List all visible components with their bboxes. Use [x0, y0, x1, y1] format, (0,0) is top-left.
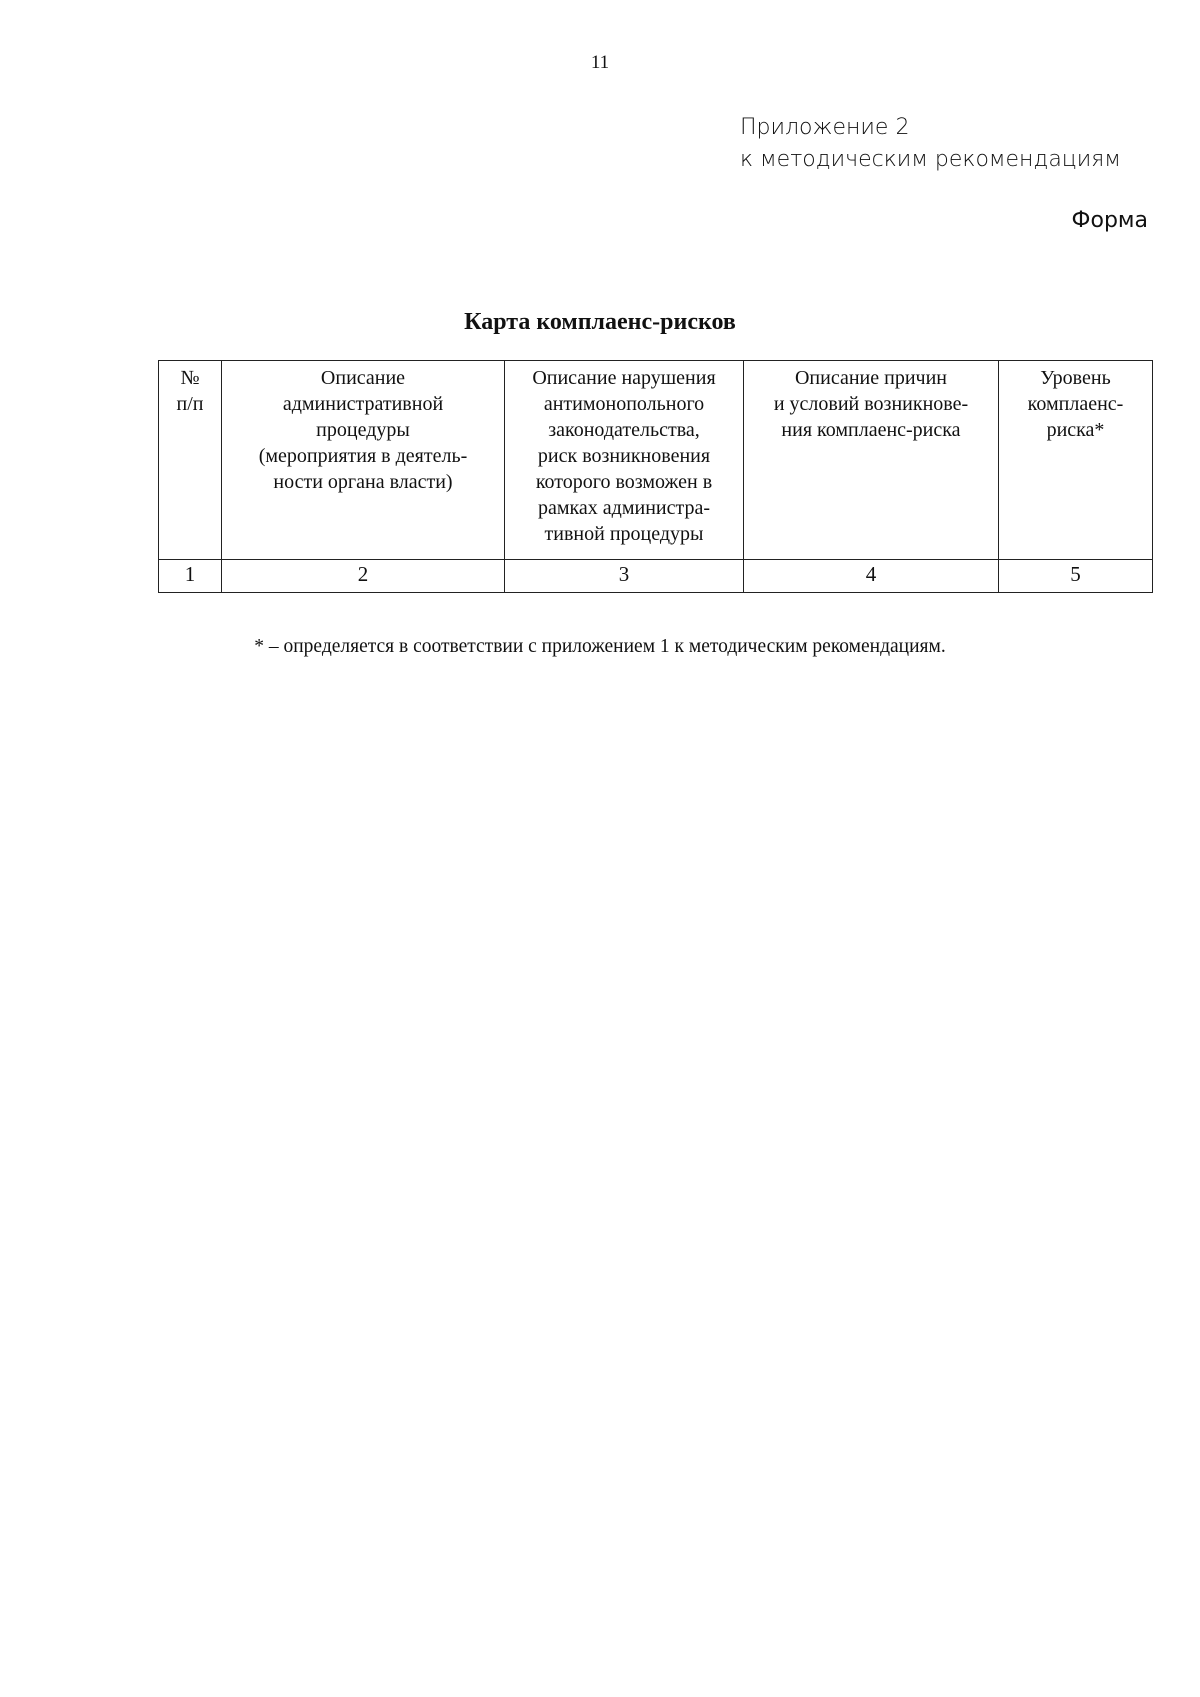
- header-line: №: [180, 367, 200, 389]
- appendix-subtitle: к методическим рекомендациям: [740, 147, 1121, 172]
- header-line: процедуры: [316, 419, 410, 441]
- header-line: ния комплаенс-риска: [781, 419, 961, 441]
- form-label: Форма: [1071, 208, 1148, 233]
- header-violation-description: [505, 361, 744, 560]
- appendix-reference: [740, 112, 1121, 176]
- header-line: риска*: [1046, 419, 1105, 441]
- header-line: риск возникновения: [537, 445, 711, 467]
- header-line: Описание нарушения: [532, 367, 716, 389]
- header-line: комплаенс-: [1027, 393, 1124, 415]
- column-number-cell: 1: [159, 560, 222, 593]
- header-line: ности органа власти): [273, 471, 453, 493]
- header-line: административной: [282, 393, 444, 415]
- header-line: которого возможен в: [535, 471, 713, 493]
- header-line: рамках администра-: [537, 497, 711, 519]
- header-line: Описание причин: [794, 367, 947, 389]
- page-number: 11: [590, 52, 610, 73]
- column-number-cell: 2: [222, 560, 505, 593]
- header-procedure-description: [222, 361, 505, 560]
- header-line: Описание: [320, 367, 406, 389]
- header-number: [159, 361, 222, 560]
- appendix-title: Приложение 2: [740, 115, 910, 140]
- header-line: антимонопольного: [543, 393, 705, 415]
- column-number-cell: 4: [744, 560, 999, 593]
- header-line: п/п: [176, 393, 204, 415]
- header-line: (мероприятия в деятель-: [258, 445, 468, 467]
- header-line: и условий возникнове-: [773, 393, 969, 415]
- table-header-row: [159, 361, 1153, 560]
- header-line: законодательства,: [548, 419, 700, 441]
- column-numbering-row: [159, 560, 1153, 593]
- column-number-cell: 3: [505, 560, 744, 593]
- header-line: Уровень: [1040, 367, 1111, 389]
- compliance-risk-table: [158, 360, 1153, 593]
- column-number-cell: 5: [999, 560, 1153, 593]
- header-risk-level: [999, 361, 1153, 560]
- header-causes-description: [744, 361, 999, 560]
- footnote: * – определяется в соответствии с приложением 1 к методическим рекомендациям.: [254, 636, 946, 657]
- document-title: Карта комплаенс-рисков: [464, 309, 736, 335]
- header-line: тивной процедуры: [544, 523, 704, 545]
